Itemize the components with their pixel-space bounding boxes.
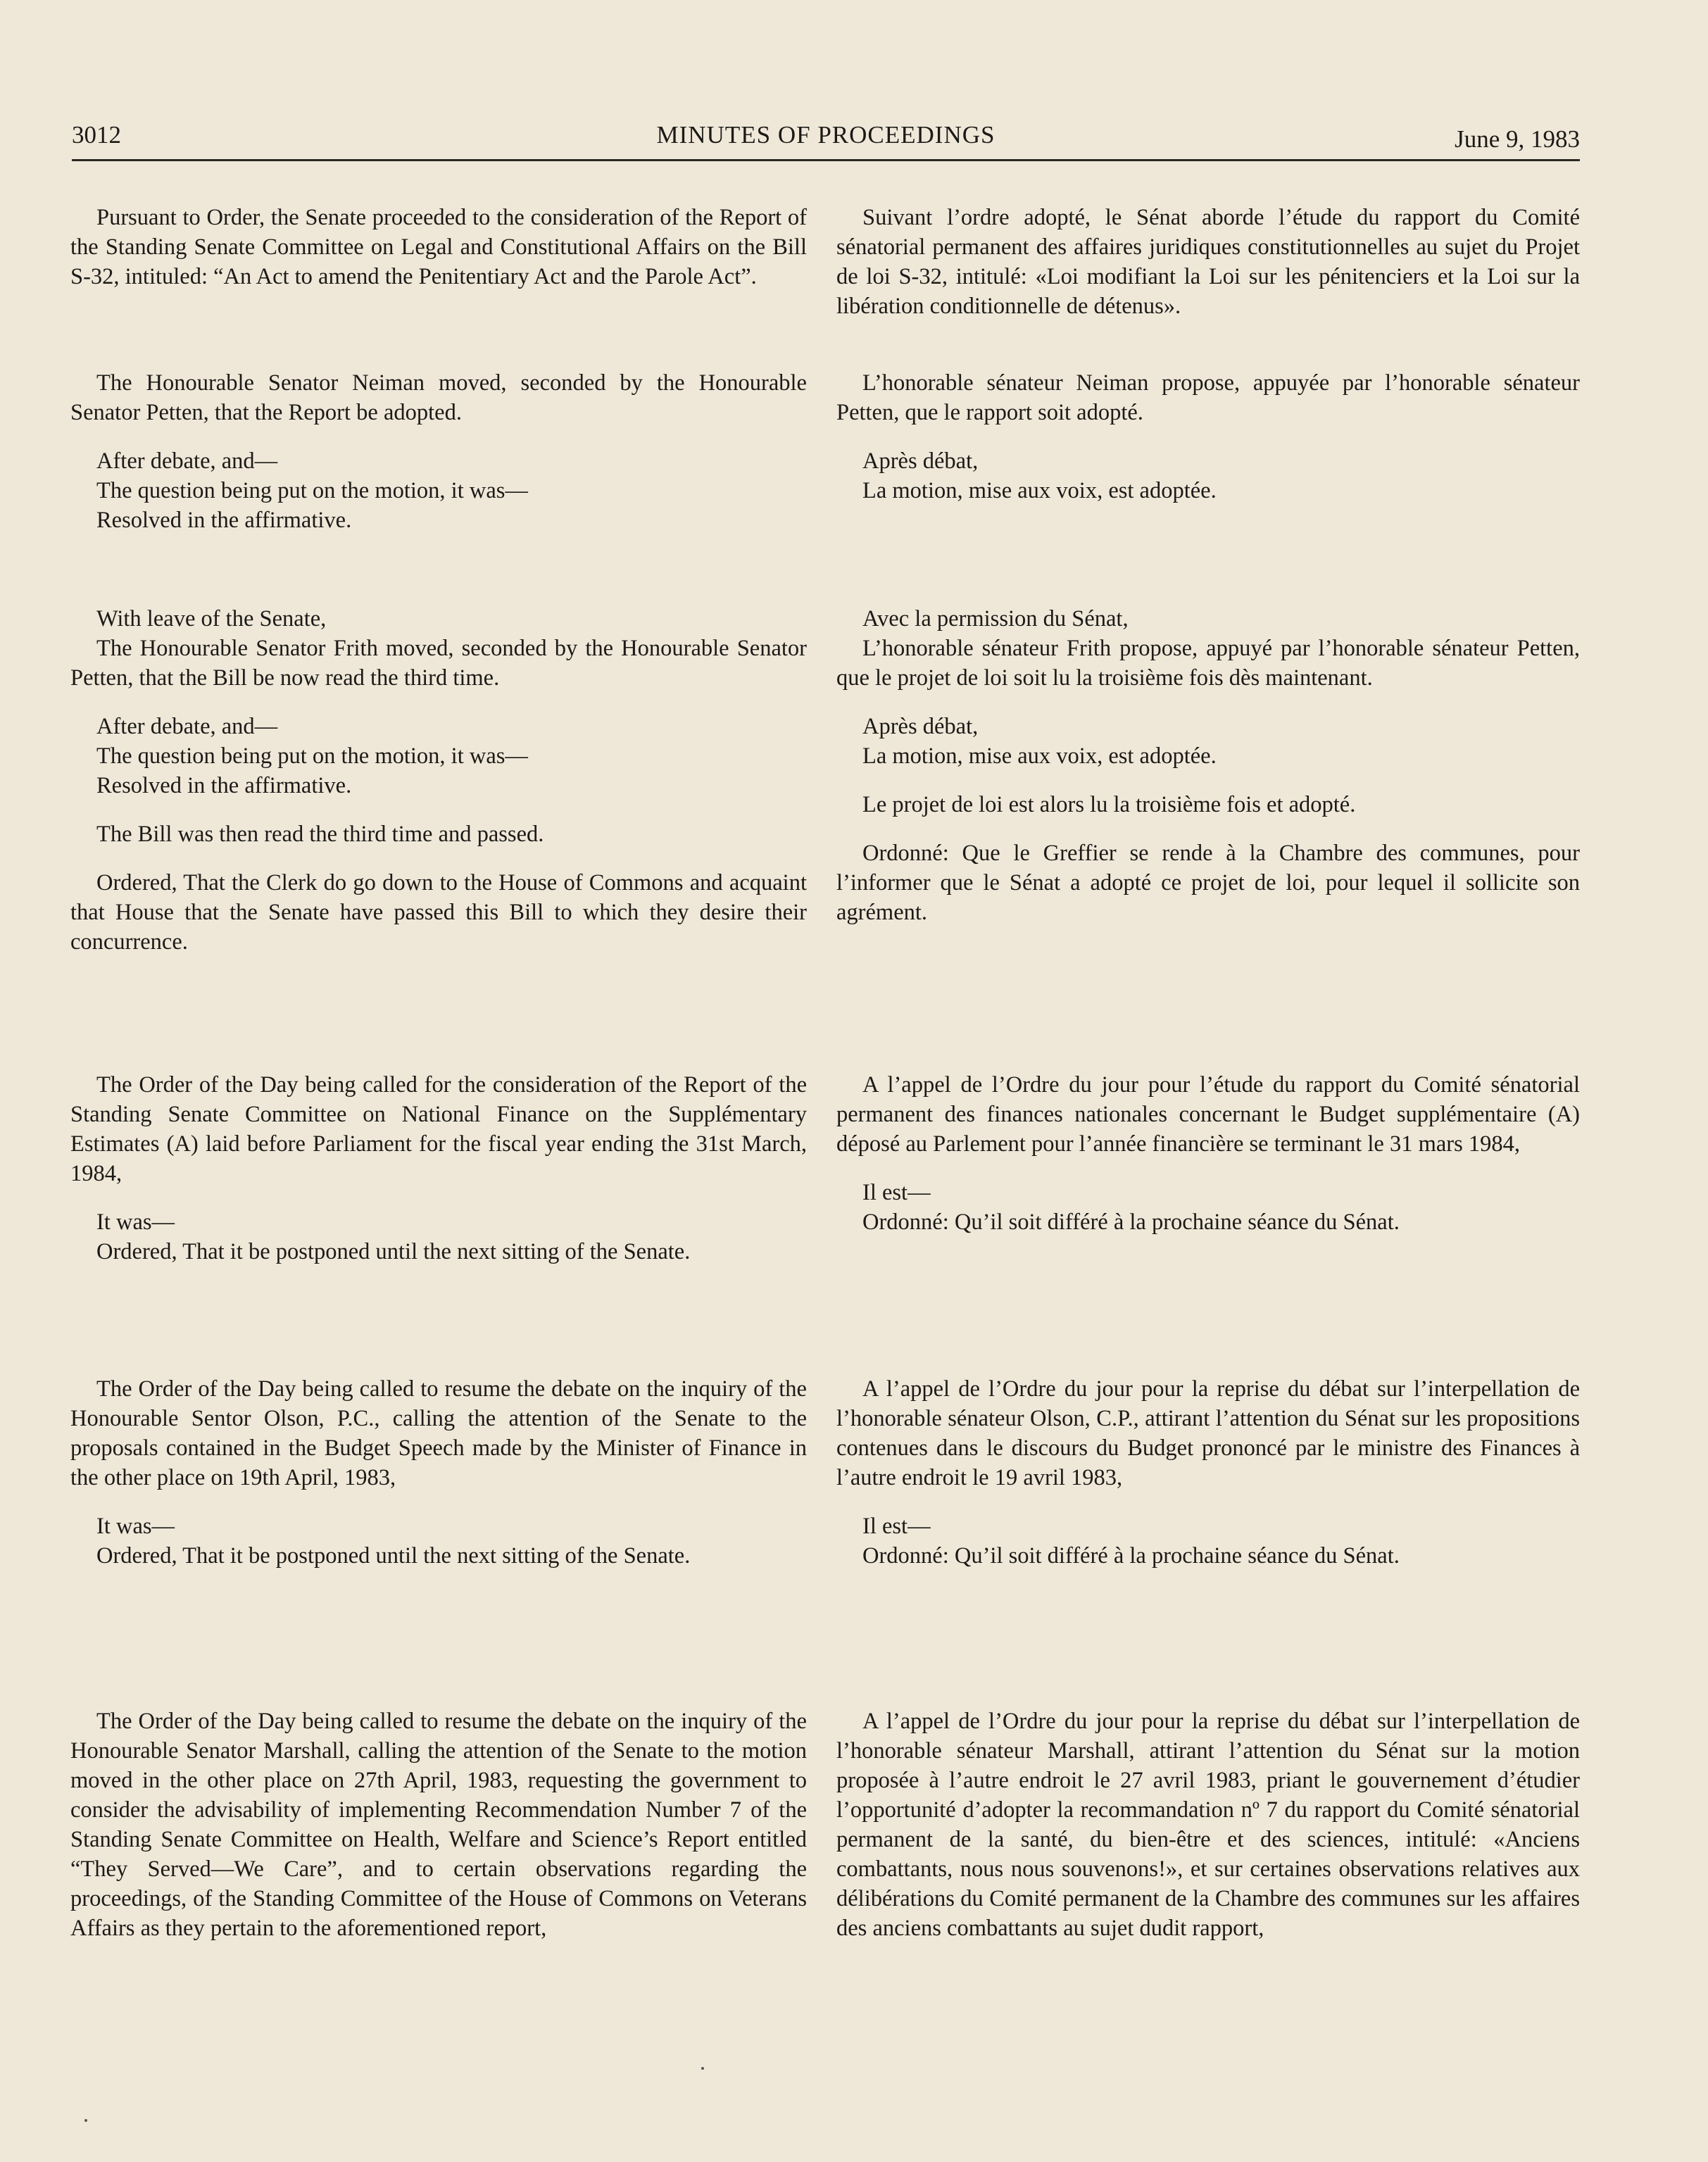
en-paragraph: The Honourable Senator Neiman moved, seconded by the Honourable Senator Petten, that the Report be adopted. xyxy=(70,370,807,425)
en-section-report-s32 xyxy=(70,203,807,291)
fr-paragraph: Ordonné: Qu’il soit différé à la prochaine séance du Sénat. xyxy=(862,1209,1400,1235)
fr-section-report-s32 xyxy=(836,203,1580,321)
en-paragraph: The Order of the Day being called for the consideration of the Report of the Standing Senate Committee on National Finance on the Supplémentary Estimates (A) laid before Parliament for the fiscal year ending the 31st March, 1984, xyxy=(70,1072,807,1186)
en-section-supplementary-estimates xyxy=(70,1070,807,1267)
fr-paragraph: La motion, mise aux voix, est adoptée. xyxy=(862,743,1217,769)
fr-section-third-reading xyxy=(836,604,1580,927)
en-paragraph: Ordered, That it be postponed until the next sitting of the Senate. xyxy=(96,1543,691,1569)
en-paragraph: The question being put on the motion, it was— xyxy=(96,478,528,503)
en-section-marshall-inquiry xyxy=(70,1707,807,1943)
fr-paragraph: A l’appel de l’Ordre du jour pour l’étude du rapport du Comité sénatorial permanent des finances nationales concernant le Budget supplémentaire (A) déposé au Parlement pour l’année financière se terminant le 31 mars 1984, xyxy=(836,1072,1580,1157)
en-paragraph: Ordered, That the Clerk do go down to the House of Commons and acquaint that House that the Senate have passed this Bill to which they desire their concurrence. xyxy=(70,870,807,955)
fr-paragraph: La motion, mise aux voix, est adoptée. xyxy=(862,478,1217,503)
en-section-third-reading xyxy=(70,604,807,957)
header-rule xyxy=(72,159,1580,161)
en-paragraph: Resolved in the affirmative. xyxy=(96,508,352,533)
en-paragraph: With leave of the Senate, xyxy=(96,606,327,631)
fr-paragraph: Ordonné: Que le Greffier se rende à la Chambre des communes, pour l’informer que le Sénat a adopté ce projet de loi, pour lequel il sollicite son agrément. xyxy=(836,841,1580,925)
fr-paragraph: A l’appel de l’Ordre du jour pour la reprise du débat sur l’interpellation de l’honorable sénateur Marshall, attirant l’attention du Sénat sur la motion proposée à l’autre endroit le 27 avril 1983, priant le gouvernement d’étudier l’opportunité d’adopter la recommandation nº 7 du rapport du Comité sénatorial permanent de la santé, du bien-être et des sciences, intitulé: «Anciens combattants, nous nous souvenons!», et sur certaines observations relatives aux délibérations du Comité permanent de la Chambre des communes sur les affaires des anciens combattants au sujet dudit rapport, xyxy=(836,1709,1580,1941)
fr-paragraph: A l’appel de l’Ordre du jour pour la reprise du débat sur l’interpellation de l’honorable sénateur Olson, C.P., attirant l’attention du Sénat sur les propositions contenues dans le discours du Budget prononcé par le ministre des Finances à l’autre endroit le 19 avril 1983, xyxy=(836,1376,1580,1490)
fr-paragraph: Il est— xyxy=(862,1180,931,1205)
en-paragraph: Pursuant to Order, the Senate proceeded to the consideration of the Report of the Standing Senate Committee on Legal and Constitutional Affairs on the Bill S-32, intituled: “An Act to amend the Penitentiary Act and the Parole Act”. xyxy=(70,205,807,289)
page-number: 3012 xyxy=(72,121,121,149)
running-title: MINUTES OF PROCEEDINGS xyxy=(656,121,996,149)
fr-section-marshall-inquiry xyxy=(836,1707,1580,1943)
fr-paragraph: L’honorable sénateur Neiman propose, appuyée par l’honorable sénateur Petten, que le rapport soit adopté. xyxy=(836,370,1580,425)
fr-section-olson-inquiry xyxy=(836,1374,1580,1571)
fr-paragraph: Suivant l’ordre adopté, le Sénat aborde l’étude du rapport du Comité sénatorial permanent des affaires juridiques constitutionnelles au sujet du Projet de loi S-32, intitulé: «Loi modifiant la Loi sur les pénitenciers et la Loi sur la libération conditionnelle de détenus». xyxy=(836,205,1580,319)
en-paragraph: The Bill was then read the third time and passed. xyxy=(96,822,544,847)
fr-section-report-adopted xyxy=(836,368,1580,505)
en-paragraph: It was— xyxy=(96,1514,175,1539)
fr-paragraph: Après débat, xyxy=(862,714,979,739)
en-paragraph: Resolved in the affirmative. xyxy=(96,773,352,798)
en-paragraph: The Order of the Day being called to resume the debate on the inquiry of the Honourable Senator Marshall, calling the attention of the Senate to the motion moved in the other place on 27th April, 1983, requesting the government to consider the advisability of implementing Recommendation Number 7 of the Standing Senate Committee on Health, Welfare and Science’s Report entitled “They Served—We Care”, and to certain observations regarding the proceedings, of the Standing Committee of the House of Commons on Veterans Affairs as they pertain to the aforementioned report, xyxy=(70,1709,807,1941)
en-paragraph: The Order of the Day being called to resume the debate on the inquiry of the Honourable Sentor Olson, P.C., calling the attention of the Senate to the proposals contained in the Budget Speech made by the Minister of Finance in the other place on 19th April, 1983, xyxy=(70,1376,807,1490)
paper-speck xyxy=(701,2067,704,2070)
fr-section-supplementary-estimates xyxy=(836,1070,1580,1237)
en-paragraph: Ordered, That it be postponed until the next sitting of the Senate. xyxy=(96,1239,691,1264)
fr-paragraph: Ordonné: Qu’il soit différé à la prochaine séance du Sénat. xyxy=(862,1543,1400,1569)
fr-paragraph: Après débat, xyxy=(862,448,979,474)
fr-paragraph: L’honorable sénateur Frith propose, appuyé par l’honorable sénateur Petten, que le projet de loi soit lu la troisième fois dès maintenant. xyxy=(836,636,1580,691)
en-section-olson-inquiry xyxy=(70,1374,807,1571)
fr-paragraph: Avec la permission du Sénat, xyxy=(862,606,1129,631)
en-paragraph: After debate, and— xyxy=(96,714,278,739)
page-header xyxy=(72,117,1580,159)
header-date: June 9, 1983 xyxy=(1455,125,1580,153)
en-paragraph: The question being put on the motion, it was— xyxy=(96,743,528,769)
en-paragraph: It was— xyxy=(96,1209,175,1235)
fr-paragraph: Le projet de loi est alors lu la troisième fois et adopté. xyxy=(862,792,1356,817)
paper-speck xyxy=(84,2119,87,2122)
fr-paragraph: Il est— xyxy=(862,1514,931,1539)
en-section-report-adopted xyxy=(70,368,807,535)
en-paragraph: The Honourable Senator Frith moved, seconded by the Honourable Senator Petten, that the Bill be now read the third time. xyxy=(70,636,807,691)
en-paragraph: After debate, and— xyxy=(96,448,278,474)
